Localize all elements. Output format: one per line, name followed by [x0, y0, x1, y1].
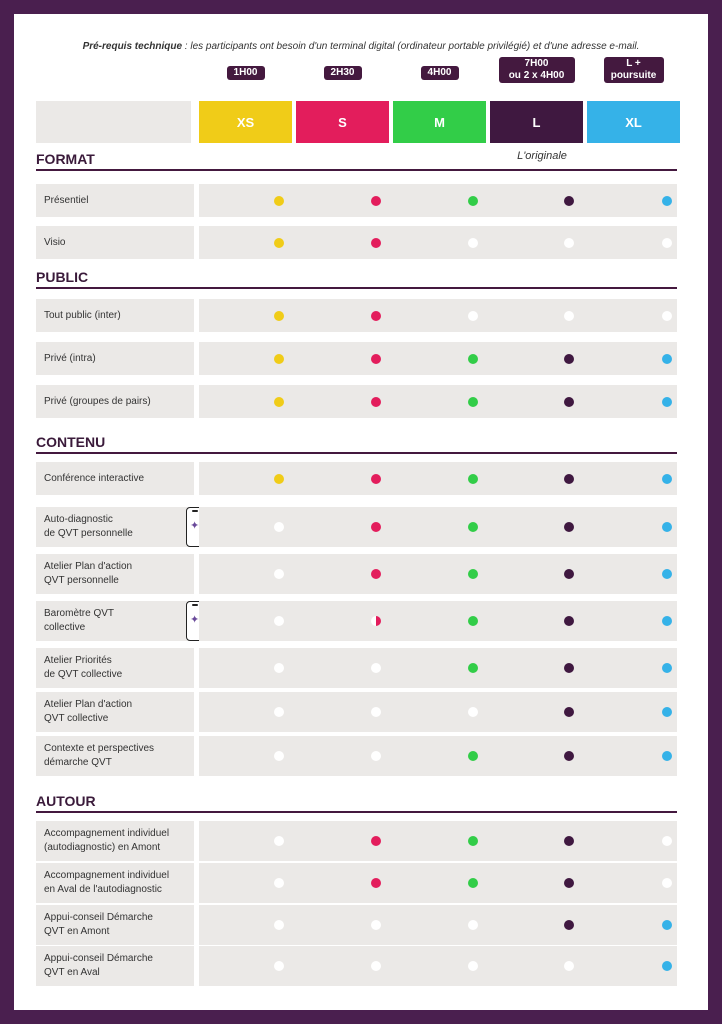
table-row — [36, 226, 677, 259]
table-row — [36, 692, 677, 732]
availability-dot-m — [468, 311, 478, 321]
size-header-xs: XS — [199, 101, 292, 143]
row-cells — [199, 648, 677, 688]
availability-dot-xl — [662, 196, 672, 206]
availability-dot-m — [468, 474, 478, 484]
availability-dot-xs — [274, 238, 284, 248]
row-label: Privé (intra) — [36, 342, 194, 375]
availability-dot-m — [468, 569, 478, 579]
availability-dot-xs — [274, 522, 284, 532]
table-row — [36, 863, 677, 903]
availability-dot-s — [371, 474, 381, 484]
section-contenu: CONTENU — [36, 434, 677, 454]
section-public: PUBLIC — [36, 269, 677, 289]
duration-badge-s: 2H30 — [324, 66, 362, 80]
row-label: Baromètre QVT collective — [36, 601, 194, 641]
duration-badge-m: 4H00 — [421, 66, 459, 80]
availability-dot-xl — [662, 920, 672, 930]
availability-dot-xs — [274, 961, 284, 971]
table-row — [36, 299, 677, 332]
availability-dot-xs — [274, 474, 284, 484]
size-header-xl: XL — [587, 101, 680, 143]
availability-dot-xl — [662, 354, 672, 364]
row-cells — [199, 342, 677, 375]
row-label: Atelier Priorités de QVT collective — [36, 648, 194, 688]
row-cells — [199, 385, 677, 418]
availability-dot-xs — [274, 397, 284, 407]
row-cells — [199, 462, 677, 495]
availability-dot-m — [468, 522, 478, 532]
availability-dot-s — [371, 311, 381, 321]
availability-dot-l — [564, 836, 574, 846]
availability-dot-xs — [274, 878, 284, 888]
availability-dot-s — [371, 878, 381, 888]
availability-dot-m — [468, 707, 478, 717]
availability-dot-s — [371, 196, 381, 206]
availability-dot-xs — [274, 196, 284, 206]
row-label: Accompagnement individuel en Aval de l'autodiagnostic — [36, 863, 194, 903]
offer-page — [14, 14, 708, 1010]
prerequisites-note — [14, 41, 708, 52]
availability-dot-s — [371, 920, 381, 930]
availability-dot-xs — [274, 569, 284, 579]
availability-dot-xs — [274, 663, 284, 673]
table-row — [36, 648, 677, 688]
availability-dot-xl — [662, 616, 672, 626]
duration-badge-xl: L + poursuite — [604, 57, 664, 83]
table-row — [36, 554, 677, 594]
size-header-s: S — [296, 101, 389, 143]
availability-dot-xl — [662, 836, 672, 846]
availability-dot-s — [371, 751, 381, 761]
availability-dot-s — [371, 522, 381, 532]
row-cells — [199, 184, 677, 217]
availability-dot-l — [564, 238, 574, 248]
duration-badge-xs: 1H00 — [227, 66, 265, 80]
availability-dot-xs — [274, 920, 284, 930]
availability-dot-m — [468, 961, 478, 971]
row-label: Auto-diagnostic de QVT personnelle — [36, 507, 194, 547]
availability-dot-xs — [274, 616, 284, 626]
row-label: Appui-conseil Démarche QVT en Aval — [36, 946, 194, 986]
size-header-m: M — [393, 101, 486, 143]
availability-dot-l — [564, 616, 574, 626]
prerequisites-text: : les participants ont besoin d'un terminal digital (ordinateur portable privilégié) et d'une adresse e-mail. — [182, 41, 640, 52]
row-cells — [199, 692, 677, 732]
availability-dot-m — [468, 354, 478, 364]
availability-dot-xs — [274, 707, 284, 717]
section-format: FORMAT — [36, 151, 677, 171]
availability-dot-m — [468, 238, 478, 248]
availability-dot-xl — [662, 663, 672, 673]
availability-dot-s — [371, 569, 381, 579]
table-row — [36, 385, 677, 418]
row-label: Privé (groupes de pairs) — [36, 385, 194, 418]
table-row — [36, 601, 677, 641]
row-label: Présentiel — [36, 184, 194, 217]
availability-dot-xl — [662, 397, 672, 407]
row-label: Visio — [36, 226, 194, 259]
table-row — [36, 342, 677, 375]
row-label: Atelier Plan d'action QVT collective — [36, 692, 194, 732]
row-cells — [199, 226, 677, 259]
row-cells — [199, 863, 677, 903]
availability-dot-l — [564, 397, 574, 407]
availability-dot-m — [468, 663, 478, 673]
availability-dot-xl — [662, 238, 672, 248]
table-row — [36, 905, 677, 945]
availability-dot-l — [564, 663, 574, 673]
availability-dot-xl — [662, 961, 672, 971]
table-row — [36, 462, 677, 495]
duration-badge-l: 7H00 ou 2 x 4H00 — [499, 57, 575, 83]
availability-dot-l — [564, 354, 574, 364]
availability-dot-l — [564, 961, 574, 971]
row-cells — [199, 299, 677, 332]
table-row — [36, 507, 677, 547]
availability-dot-xl — [662, 751, 672, 761]
table-row — [36, 736, 677, 776]
row-cells — [199, 905, 677, 945]
size-header-l: L — [490, 101, 583, 143]
availability-dot-xl — [662, 474, 672, 484]
availability-dot-xl — [662, 311, 672, 321]
row-label: Accompagnement individuel (autodiagnostic) en Amont — [36, 821, 194, 861]
availability-dot-xs — [274, 354, 284, 364]
availability-dot-l — [564, 474, 574, 484]
row-cells — [199, 601, 677, 641]
availability-dot-s — [371, 961, 381, 971]
availability-dot-l — [564, 569, 574, 579]
availability-dot-s — [371, 238, 381, 248]
section-autour: AUTOUR — [36, 793, 677, 813]
availability-dot-l — [564, 522, 574, 532]
table-row — [36, 821, 677, 861]
availability-dot-s — [371, 397, 381, 407]
availability-dot-l — [564, 920, 574, 930]
availability-dot-xl — [662, 878, 672, 888]
prerequisites-title: Pré-requis technique — [82, 41, 183, 52]
availability-dot-s — [371, 707, 381, 717]
availability-dot-xs — [274, 836, 284, 846]
availability-dot-s — [371, 836, 381, 846]
availability-dot-m — [468, 878, 478, 888]
availability-dot-m — [468, 397, 478, 407]
availability-dot-l — [564, 196, 574, 206]
row-cells — [199, 821, 677, 861]
availability-dot-l — [564, 707, 574, 717]
hummingbird-icon: ✦ — [190, 520, 200, 532]
availability-dot-xl — [662, 569, 672, 579]
row-cells — [199, 554, 677, 594]
table-row — [36, 184, 677, 217]
row-label: Tout public (inter) — [36, 299, 194, 332]
availability-dot-l — [564, 311, 574, 321]
availability-dot-m — [468, 920, 478, 930]
row-cells — [199, 507, 677, 547]
availability-dot-l — [564, 878, 574, 888]
availability-dot-m — [468, 196, 478, 206]
row-label: Atelier Plan d'action QVT personnelle — [36, 554, 194, 594]
availability-dot-s — [371, 663, 381, 673]
availability-dot-s — [371, 616, 381, 626]
availability-dot-m — [468, 751, 478, 761]
availability-dot-xl — [662, 707, 672, 717]
row-label: Conférence interactive — [36, 462, 194, 495]
availability-dot-xs — [274, 751, 284, 761]
header-blank-cell — [36, 101, 191, 143]
availability-dot-l — [564, 751, 574, 761]
availability-dot-xl — [662, 522, 672, 532]
row-cells — [199, 946, 677, 986]
row-label: Contexte et perspectives démarche QVT — [36, 736, 194, 776]
hummingbird-icon: ✦ — [190, 614, 200, 626]
availability-dot-m — [468, 836, 478, 846]
originale-label: L'originale — [517, 150, 567, 162]
row-cells — [199, 736, 677, 776]
availability-dot-s — [371, 354, 381, 364]
availability-dot-m — [468, 616, 478, 626]
row-label: Appui-conseil Démarche QVT en Amont — [36, 905, 194, 945]
availability-dot-xs — [274, 311, 284, 321]
table-row — [36, 946, 677, 986]
